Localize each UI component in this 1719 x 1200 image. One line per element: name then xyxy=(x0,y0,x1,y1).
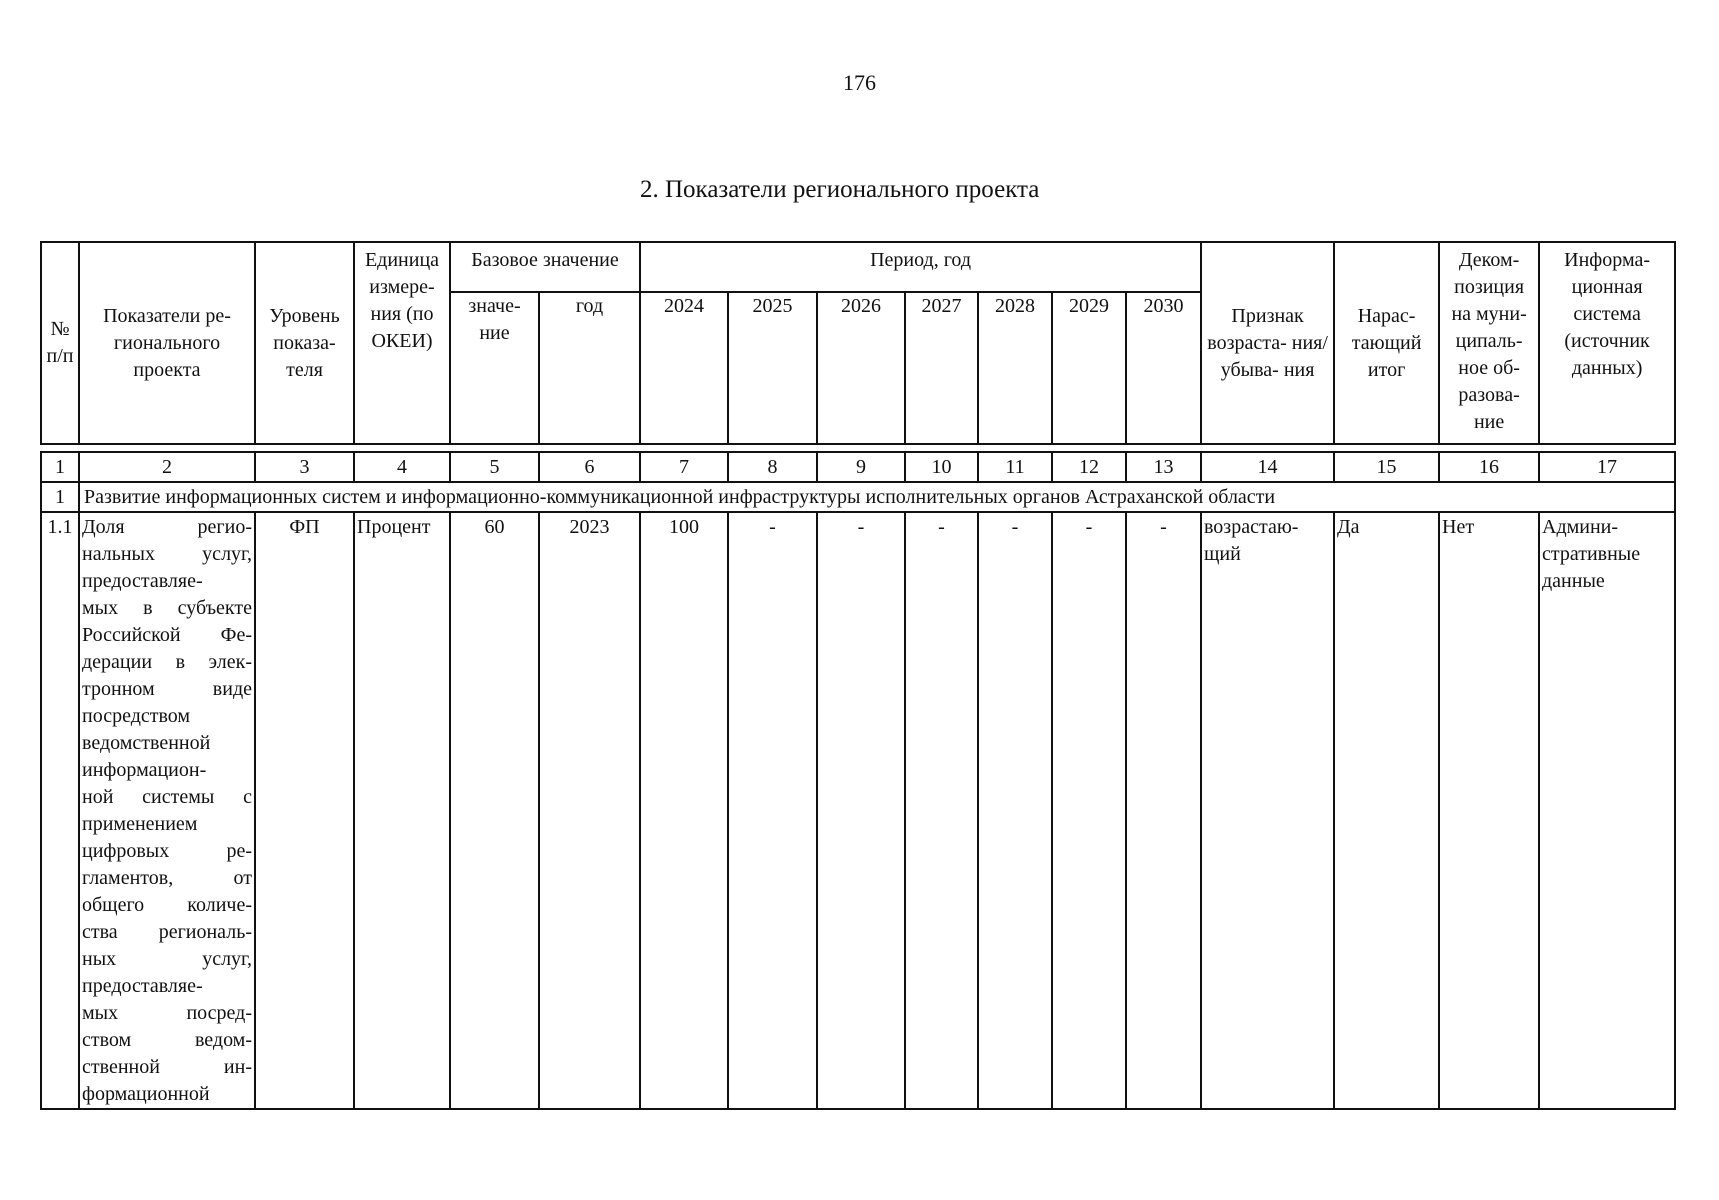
row-value-2027: - xyxy=(905,512,978,1109)
row-value-2026: - xyxy=(817,512,905,1109)
column-number: 5 xyxy=(450,452,539,482)
indicator-line: цифровых ре- xyxy=(82,840,252,862)
row-value-2029: - xyxy=(1052,512,1126,1109)
indicator-line: тронном виде xyxy=(82,678,252,700)
indicator-line: гламентов, от xyxy=(82,867,252,889)
header-col-period: Период, год xyxy=(640,242,1201,292)
column-number: 12 xyxy=(1052,452,1126,482)
info-system-line: данные xyxy=(1542,570,1605,592)
header-year-2028: 2028 xyxy=(978,292,1052,444)
indicator-line: информацион- xyxy=(82,759,207,781)
trend-line: возрастаю- xyxy=(1204,516,1299,538)
header-year-2025: 2025 xyxy=(728,292,817,444)
indicator-line: ной системы с xyxy=(82,786,252,808)
row-indicator-name xyxy=(79,512,255,1109)
column-number: 10 xyxy=(905,452,978,482)
row-level: ФП xyxy=(255,512,354,1109)
header-year-2026: 2026 xyxy=(817,292,905,444)
row-base-year: 2023 xyxy=(539,512,640,1109)
indicator-line: посредством xyxy=(82,705,191,727)
column-number: 13 xyxy=(1126,452,1201,482)
indicator-line: дерации в элек- xyxy=(82,651,252,673)
row-value-2030: - xyxy=(1126,512,1201,1109)
column-number: 8 xyxy=(728,452,817,482)
info-system-line: стративные xyxy=(1542,543,1641,565)
page-number: 176 xyxy=(843,70,876,95)
section-number: 1 xyxy=(41,482,79,512)
indicator-line: ством ведом- xyxy=(82,1029,252,1051)
column-number: 4 xyxy=(354,452,450,482)
header-col-trend: Признак возраста- ния/убыва- ния xyxy=(1201,242,1334,444)
row-value-2024: 100 xyxy=(640,512,728,1109)
trend-line: щий xyxy=(1204,543,1241,565)
column-number: 7 xyxy=(640,452,728,482)
section-title-cell: Развитие информационных систем и информационно-коммуникационной инфраструктуры исполнительных органов Астраханской области xyxy=(79,482,1675,512)
indicator-line: мых в субъекте xyxy=(82,597,252,619)
info-system-line: Админи- xyxy=(1542,516,1619,538)
column-number: 3 xyxy=(255,452,354,482)
indicators-header-table xyxy=(40,241,1676,445)
column-number: 15 xyxy=(1334,452,1439,482)
indicator-line: Доля регио- xyxy=(82,516,252,538)
header-col-decomposition: Деком- позиция на муни- ципаль- ное об- разова- ние xyxy=(1439,242,1539,444)
row-value-2028: - xyxy=(978,512,1052,1109)
row-number: 1.1 xyxy=(41,512,79,1109)
column-number: 14 xyxy=(1201,452,1334,482)
header-col-info-system: Информа- ционная система (источник данных) xyxy=(1539,242,1675,444)
column-number: 17 xyxy=(1539,452,1675,482)
table-row xyxy=(41,512,1675,1109)
header-col-base: Базовое значение xyxy=(450,242,640,292)
indicator-line: ведомственной xyxy=(82,732,211,754)
row-decomposition: Нет xyxy=(1439,512,1539,1109)
column-number: 2 xyxy=(79,452,255,482)
header-year-2029: 2029 xyxy=(1052,292,1126,444)
row-trend xyxy=(1201,512,1334,1109)
header-col-base-year: год xyxy=(539,292,640,444)
column-number: 16 xyxy=(1439,452,1539,482)
indicator-line: ства региональ- xyxy=(82,921,252,943)
indicator-line: формационной xyxy=(82,1083,210,1105)
header-year-2030: 2030 xyxy=(1126,292,1201,444)
indicator-line: Российской Фе- xyxy=(82,624,252,646)
indicator-line: предоставляе- xyxy=(82,570,203,592)
header-col-unit: Единица измере- ния (по ОКЕИ) xyxy=(354,242,450,444)
row-value-2025: - xyxy=(728,512,817,1109)
indicator-line: общего количе- xyxy=(82,894,252,916)
indicator-line: ственной ин- xyxy=(82,1056,252,1078)
row-info-system xyxy=(1539,512,1675,1109)
indicator-line: ных услуг, xyxy=(82,948,252,970)
column-number: 1 xyxy=(41,452,79,482)
column-number: 9 xyxy=(817,452,905,482)
row-unit: Процент xyxy=(354,512,450,1109)
header-year-2024: 2024 xyxy=(640,292,728,444)
row-base-value: 60 xyxy=(450,512,539,1109)
header-col-cumulative: Нарас- тающий итог xyxy=(1334,242,1439,444)
indicator-line: мых посред- xyxy=(82,1002,252,1024)
header-col-level: Уровень показа- теля xyxy=(255,242,354,444)
indicator-line: нальных услуг, xyxy=(82,543,252,565)
header-year-2027: 2027 xyxy=(905,292,978,444)
row-cumulative: Да xyxy=(1334,512,1439,1109)
header-col-num: № п/п xyxy=(41,242,79,444)
indicator-line: предоставляе- xyxy=(82,975,203,997)
column-number: 6 xyxy=(539,452,640,482)
column-number: 11 xyxy=(978,452,1052,482)
section-row xyxy=(41,482,1675,512)
indicators-body-table xyxy=(40,451,1676,1110)
header-col-base-value: значе- ние xyxy=(450,292,539,444)
section-title: 2. Показатели регионального проекта xyxy=(640,176,1040,203)
column-number-row xyxy=(41,452,1675,482)
indicator-line: применением xyxy=(82,813,198,835)
header-col-indicator: Показатели ре- гионального проекта xyxy=(79,242,255,444)
